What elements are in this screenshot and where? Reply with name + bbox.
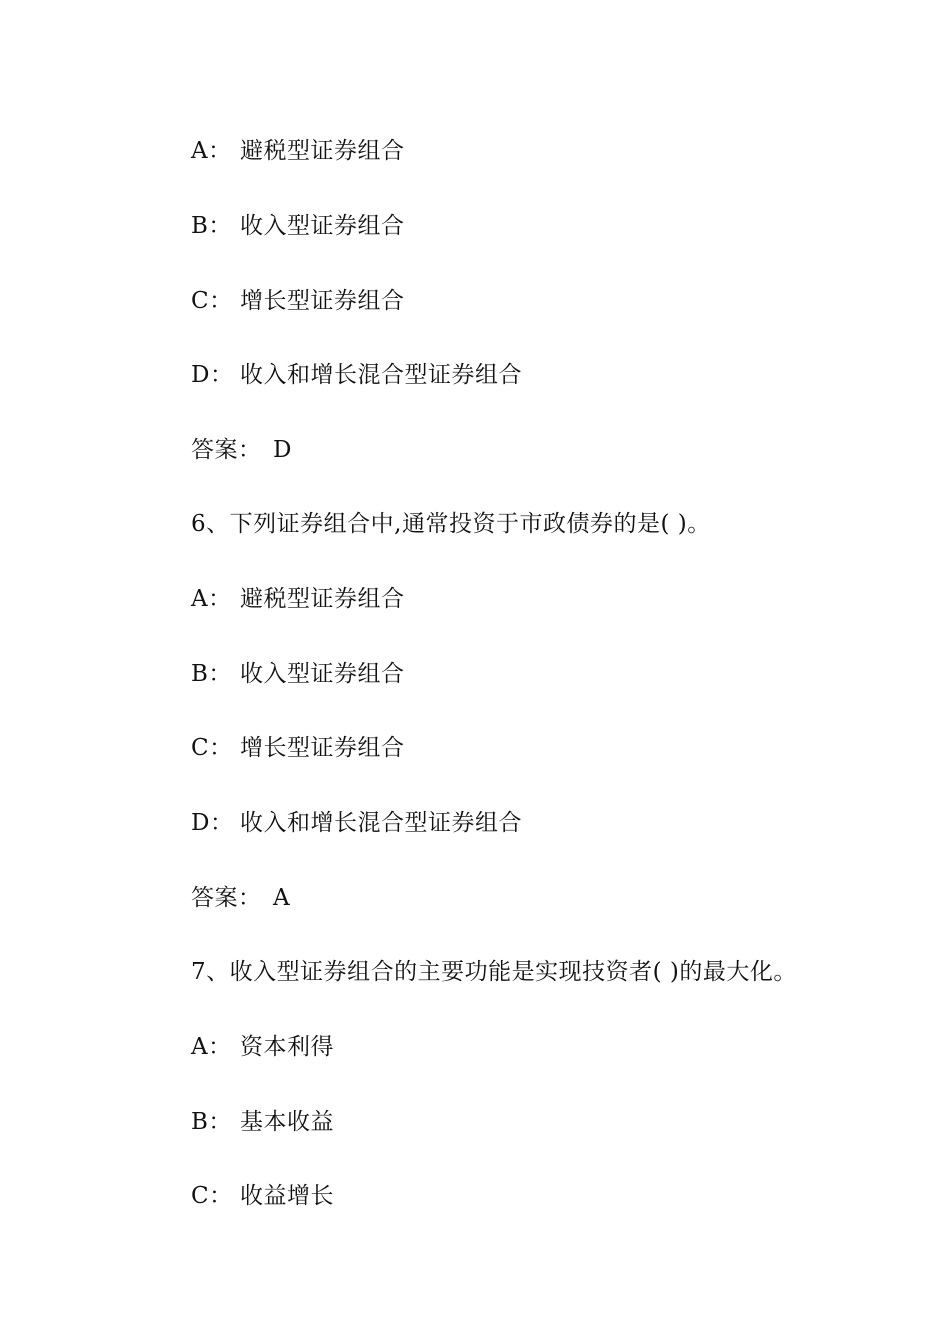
- option-text: 收入和增长混合型证券组合: [240, 362, 522, 388]
- option-text: 收益增长: [240, 1183, 334, 1209]
- q5-option-d: [191, 359, 522, 391]
- q6-option-d: [191, 807, 522, 839]
- option-text: 避税型证券组合: [240, 138, 405, 164]
- option-text: 避税型证券组合: [240, 586, 405, 612]
- option-text: 增长型证券组合: [240, 288, 405, 314]
- q5-option-a: [191, 135, 405, 167]
- q6-option-c: [191, 732, 405, 764]
- q5-answer: [191, 434, 292, 466]
- option-text: 增长型证券组合: [240, 735, 405, 761]
- option-text: 收入型证券组合: [240, 213, 405, 239]
- option-letter: B：: [191, 661, 232, 687]
- q7-option-b: [191, 1106, 334, 1138]
- answer-label: 答案：: [191, 885, 262, 911]
- option-letter: B：: [191, 213, 232, 239]
- option-letter: A：: [191, 138, 232, 164]
- option-letter: C：: [191, 288, 233, 314]
- q5-option-b: [191, 210, 405, 242]
- q7-option-c: [191, 1180, 334, 1212]
- option-text: 收入和增长混合型证券组合: [240, 810, 522, 836]
- option-text: 收入型证券组合: [240, 661, 405, 687]
- q7-option-a: [191, 1031, 334, 1063]
- q6-option-b: [191, 658, 405, 690]
- q6-option-a: [191, 583, 405, 615]
- option-letter: D：: [191, 362, 234, 388]
- answer-value: A: [273, 885, 291, 911]
- q6-answer: [191, 882, 290, 914]
- option-text: 资本利得: [240, 1034, 334, 1060]
- answer-label: 答案：: [191, 437, 262, 463]
- option-letter: C：: [191, 735, 233, 761]
- option-letter: B：: [191, 1109, 232, 1135]
- q5-option-c: [191, 285, 405, 317]
- option-letter: C：: [191, 1183, 233, 1209]
- answer-value: D: [273, 437, 292, 463]
- option-letter: A：: [191, 586, 232, 612]
- q7-question: 7、收入型证券组合的主要功能是实现技资者( )的最大化。: [191, 959, 797, 985]
- q6-question: 6、下列证券组合中,通常投资于市政债券的是( )。: [191, 511, 711, 537]
- option-text: 基本收益: [240, 1109, 334, 1135]
- option-letter: A：: [191, 1034, 232, 1060]
- option-letter: D：: [191, 810, 234, 836]
